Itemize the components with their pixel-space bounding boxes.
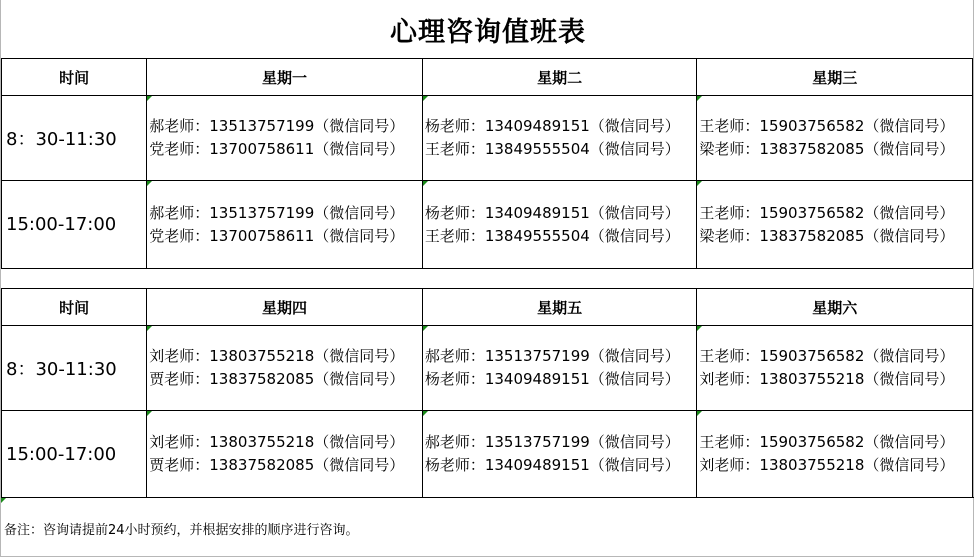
table-row: [2, 181, 973, 269]
duty-entry: 党老师：13700758611（微信同号）: [149, 140, 405, 158]
header-thursday: 星期四: [147, 289, 423, 326]
duty-entry: 贾老师：13837582085（微信同号）: [149, 456, 405, 474]
header-time: 时间: [2, 289, 147, 326]
comment-marker-icon: [697, 96, 702, 101]
schedule-table-mon-wed: [1, 58, 973, 269]
page-title: 心理咨询值班表: [390, 16, 586, 48]
time-slot-afternoon: 15:00-17:00: [2, 181, 147, 269]
comment-marker-icon: [697, 411, 702, 416]
comment-marker-icon: [423, 96, 428, 101]
header-monday: 星期一: [147, 59, 423, 96]
duty-cell[interactable]: [147, 326, 423, 411]
schedule-table-thu-sat: [1, 288, 973, 498]
duty-entry: 郝老师：13513757199（微信同号）: [149, 117, 405, 135]
duty-entry: 杨老师：13409489151（微信同号）: [424, 117, 680, 135]
duty-entry: 王老师：15903756582（微信同号）: [699, 433, 955, 451]
duty-entry: 郝老师：13513757199（微信同号）: [424, 347, 680, 365]
duty-entry: 杨老师：13409489151（微信同号）: [424, 203, 680, 222]
time-slot-afternoon: 15:00-17:00: [2, 411, 147, 498]
comment-marker-icon: [423, 181, 428, 186]
header-row: [2, 59, 973, 96]
duty-cell[interactable]: [697, 326, 973, 411]
header-saturday: 星期六: [697, 289, 973, 326]
header-time: 时间: [2, 59, 147, 96]
duty-entry: 刘老师：13803755218（微信同号）: [699, 456, 955, 474]
duty-cell[interactable]: [147, 96, 423, 181]
duty-entry: 刘老师：13803755218（微信同号）: [149, 347, 405, 365]
time-slot-morning: 8：30-11:30: [2, 96, 147, 181]
comment-marker-icon: [423, 411, 428, 416]
header-row: [2, 289, 973, 326]
duty-entry: 王老师：15903756582（微信同号）: [699, 347, 955, 365]
duty-entry: 梁老师：13837582085（微信同号）: [699, 140, 955, 158]
comment-marker-icon: [1, 498, 6, 503]
header-friday: 星期五: [422, 289, 697, 326]
duty-entry: 杨老师：13409489151（微信同号）: [424, 370, 680, 388]
duty-entry: 郝老师：13513757199（微信同号）: [424, 433, 680, 451]
duty-entry: 杨老师：13409489151（微信同号）: [424, 456, 680, 474]
table-row: [2, 411, 973, 498]
header-tuesday: 星期二: [422, 59, 697, 96]
comment-marker-icon: [147, 411, 152, 416]
footnote: [1, 497, 974, 557]
comment-marker-icon: [697, 326, 702, 331]
duty-cell[interactable]: [147, 411, 423, 498]
comment-marker-icon: [147, 96, 152, 101]
header-wednesday: 星期三: [697, 59, 973, 96]
comment-marker-icon: [423, 326, 428, 331]
duty-cell[interactable]: [697, 96, 973, 181]
footnote-text: 备注：咨询请提前24小时预约，并根据安排的顺序进行咨询。: [4, 523, 359, 538]
duty-cell[interactable]: [147, 181, 423, 269]
duty-entry: 王老师：15903756582（微信同号）: [699, 117, 955, 135]
duty-entry: 郝老师：13513757199（微信同号）: [149, 203, 405, 222]
duty-entry: 王老师：13849555504（微信同号）: [424, 140, 680, 158]
duty-entry: 刘老师：13803755218（微信同号）: [699, 370, 955, 388]
duty-entry: 王老师：15903756582（微信同号）: [699, 203, 955, 222]
duty-entry: 王老师：13849555504（微信同号）: [424, 226, 680, 245]
table-row: [2, 326, 973, 411]
duty-cell[interactable]: [422, 326, 697, 411]
time-slot-morning: 8：30-11:30: [2, 326, 147, 411]
comment-marker-icon: [697, 181, 702, 186]
table-row: [2, 96, 973, 181]
comment-marker-icon: [147, 181, 152, 186]
duty-cell[interactable]: [422, 181, 697, 269]
duty-cell[interactable]: [422, 96, 697, 181]
duty-cell[interactable]: [697, 411, 973, 498]
duty-cell[interactable]: [422, 411, 697, 498]
duty-entry: 刘老师：13803755218（微信同号）: [149, 433, 405, 451]
duty-entry: 梁老师：13837582085（微信同号）: [699, 226, 955, 245]
duty-entry: 贾老师：13837582085（微信同号）: [149, 370, 405, 388]
duty-entry: 党老师：13700758611（微信同号）: [149, 226, 405, 245]
duty-cell[interactable]: [697, 181, 973, 269]
comment-marker-icon: [147, 326, 152, 331]
